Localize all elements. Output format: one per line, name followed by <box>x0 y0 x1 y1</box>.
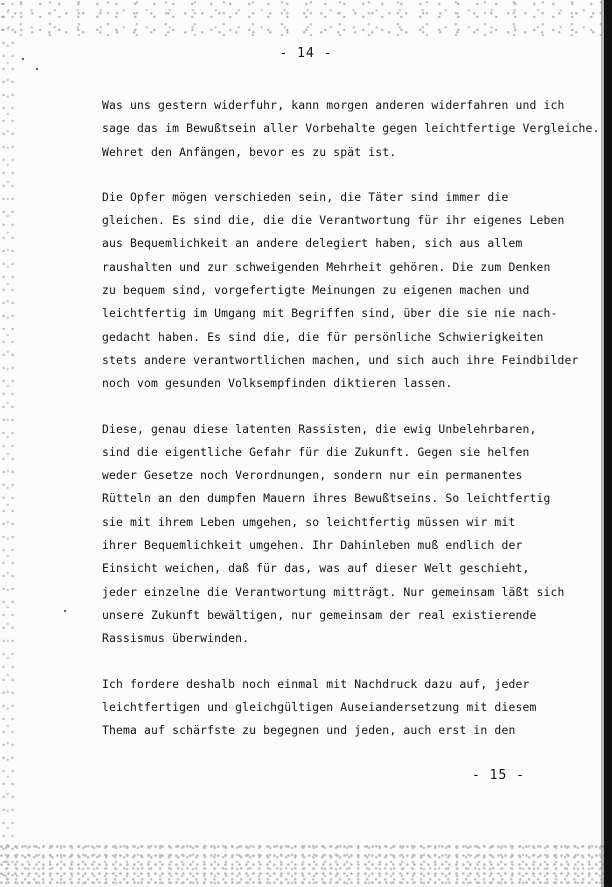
text-line: Die Opfer mögen verschieden sein, die Täter sind immer die <box>102 189 509 204</box>
text-line: raushalten und zur schweigenden Mehrheit gehören. Die zum Denken <box>102 259 551 274</box>
scan-speck <box>36 68 38 70</box>
text-line: noch vom gesunden Volksempfinden diktieren lassen. <box>102 376 453 391</box>
text-line: Einsicht weichen, daß für das, was auf dieser Welt geschieht, <box>102 561 530 576</box>
text-line: zu bequem sind, vorgefertigte Meinungen zu eigenen machen und <box>102 283 530 298</box>
text-line: jeder einzelne die Verantwortung mitträgt. Nur gemeinsam läßt sich <box>102 584 565 599</box>
text-line: stets andere verantwortlichen machen, und sich auch ihre Feindbilder <box>102 352 579 367</box>
text-line: aus Bequemlichkeit an andere delegiert haben, sich aus allem <box>102 236 523 251</box>
text-line: Thema auf schärfste zu begegnen und jeden, auch erst in den <box>102 723 516 738</box>
text-line: leichtfertig im Umgang mit Begriffen sind, über die sie nie nach- <box>102 306 558 321</box>
text-line: sage das im Bewußtsein aller Vorbehalte gegen leichtfertige Vergleiche. <box>102 121 600 136</box>
paragraph <box>102 418 582 651</box>
text-line: sind die eigentliche Gefahr für die Zukunft. Gegen sie helfen <box>102 444 530 459</box>
text-line: Wehret den Anfängen, bevor es zu spät ist. <box>102 144 397 159</box>
text-line: ihrer Bequemlichkeit umgehen. Ihr Dahinleben muß endlich der <box>102 538 523 553</box>
scan-noise-top <box>0 0 612 36</box>
text-line: gedacht haben. Es sind die, die für persönliche Schwierigkeiten <box>102 329 544 344</box>
text-line: leichtfertigen und gleichgültigen Auseiandersetzung mit diesem <box>102 699 537 714</box>
page-number: - 14 - <box>279 46 333 61</box>
text-line: Was uns gestern widerfuhr, kann morgen anderen widerfahren und ich <box>102 98 565 112</box>
paragraph <box>102 186 582 396</box>
scan-edge-right <box>604 0 612 887</box>
text-line: sie mit ihrem Leben umgehen, so leichtfertig müssen wir mit <box>102 514 516 529</box>
text-line: unsere Zukunft bewältigen, nur gemeinsam der real existierende <box>102 607 537 622</box>
paragraph <box>102 94 600 164</box>
text-line: weder Gesetze noch Verordnungen, sondern nur ein permanentes <box>102 468 523 483</box>
text-line: Diese, genau diese latenten Rassisten, die ewig Unbelehrbaren, <box>102 421 537 436</box>
text-line: Rassismus überwinden. <box>102 631 250 646</box>
scan-speck <box>64 610 66 612</box>
text-line: Rütteln an den dumpfen Mauern ihres Bewußtseins. So leichtfertig <box>102 491 551 506</box>
document-body <box>102 94 600 764</box>
scan-noise-bottom <box>0 843 612 887</box>
paragraph <box>102 673 582 743</box>
text-line: gleichen. Es sind die, die die Verantwortung für ihr eigenes Leben <box>102 213 565 228</box>
scan-noise-left <box>0 0 14 887</box>
text-line: Ich fordere deshalb noch einmal mit Nachdruck dazu auf, jeder <box>102 676 530 691</box>
next-page-marker: - 15 - <box>472 768 525 783</box>
